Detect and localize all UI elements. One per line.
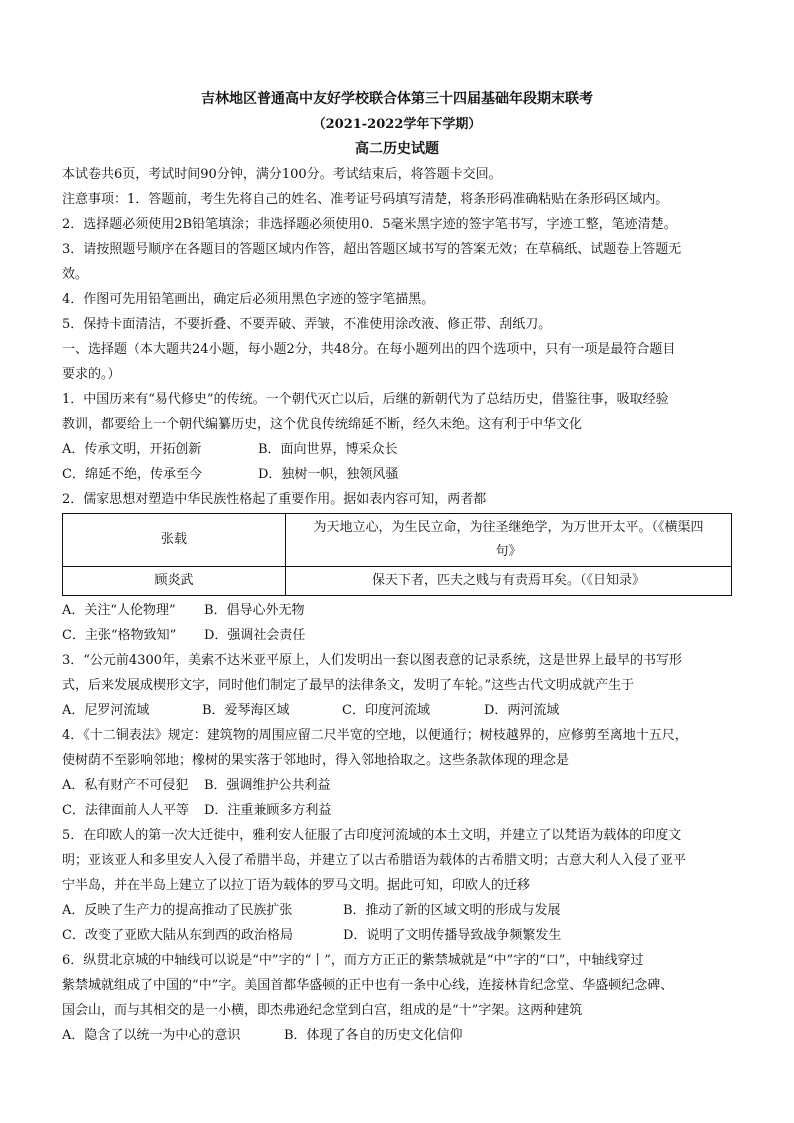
q1-option-b: B．面向世界，博采众长 [258,442,398,457]
q4-option-b: B．强调维护公共利益 [204,778,331,793]
note-2: 2．选择题必须使用2B铅笔填涂；非选择题必须使用0．5毫米黑字迹的签字笔书写，字迹工整，笔迹清楚。 [62,217,677,232]
q6-option-b: B．体现了各自的历史文化信仰 [284,1028,463,1043]
exam-title: 吉林地区普通高中友好学校联合体第三十四届基础年段期末联考 [201,91,593,107]
q4-option-a: A．私有财产不可侵犯 [62,778,189,793]
table-row [63,567,732,596]
q1-stem: 1．中国历来有“易代修史”的传统。一个朝代灭亡以后，后继的新朝代为了总结历史，借鉴往事，吸取经验 [62,392,669,407]
q3-option-a: A．尼罗河流域 [62,703,150,718]
quote-line: 句》 [495,544,522,559]
q5-stem-cont: 宁半岛，并在半岛上建立了以拉丁语为载体的罗马文明。据此可知，印欧人的迁移 [62,878,531,893]
note-4: 4．作图可先用铅笔画出，确定后必须用黑色字迹的签字笔描黑。 [62,292,435,307]
q3-option-d: D．两河流域 [484,703,560,718]
q6-option-a: A．隐含了以统一为中心的意识 [62,1028,241,1043]
table-row [63,514,732,567]
q4-option-d: D．注重兼顾多方利益 [204,803,332,818]
q5-option-c: C．改变了亚欧大陆从东到西的政治格局 [62,928,293,943]
q3-options [62,698,734,723]
note-1: 注意事项：1．答题前，考生先将自己的姓名、准考证号码填写清楚，将条形码准确粘贴在条形码区域内。 [62,192,669,207]
q2-option-a: A．关注“人伦物理” [62,603,176,618]
exam-body [62,162,734,1048]
intro-line: 本试卷共6页，考试时间90分钟，满分100分。考试结束后，将答题卡交回。 [62,167,502,182]
note-5: 5．保持卡面清洁，不要折叠、不要弄破、弄皱，不准使用涂改液、修正带、刮纸刀。 [62,317,552,332]
q3-stem: 3．“公元前4300年，美索不达米亚平原上，人们发明出一套以图表意的记录系统，这是世界上最早的书写形 [62,653,683,668]
quote-text [286,514,732,567]
q4-stem: 4．《十二铜表法》规定：建筑物的周围应留二尺半宽的空地，以便通行；树枝越界的，应修剪至离地十五尺， [62,728,688,743]
quote-line: 为天地立心，为生民立命，为往圣继绝学，为万世开太平。（《横渠四 [313,520,704,535]
q4-stem-cont: 使树荫不至影响邻地；橡树的果实落于邻地时，得入邻地拾取之。这些条款体现的理念是 [62,753,570,768]
q3-option-b: B．爱琴海区域 [202,703,290,718]
q2-stem: 2．儒家思想对塑造中华民族性格起了重要作用。据如表内容可知，两者都 [62,492,487,507]
q2-option-d: D．强调社会责任 [204,628,306,643]
q4-option-c: C．法律面前人人平等 [62,803,189,818]
q4-options-row1 [62,773,734,798]
q2-options-row1 [62,598,734,623]
section-heading: 一、选择题（本大题共24小题，每小题2分，共48分。在每小题列出的四个选项中，只有一项是最符合题目 [62,342,676,357]
exam-subject: 高二历史试题 [355,141,439,157]
q5-options-row1 [62,898,734,923]
q5-option-a: A．反映了生产力的提高推动了民族扩张 [62,903,293,918]
q1-options-row1 [62,437,734,462]
exam-term: （2021-2022学年下学期） [312,117,482,132]
q1-option-c: C．绵延不绝，传承至今 [62,467,202,482]
q5-option-d: D．说明了文明传播导致战争频繁发生 [343,928,562,943]
section-heading-cont: 要求的。） [62,367,121,382]
q4-options-row2 [62,798,734,823]
q6-stem-cont: 紫禁城就组成了中国的“中”字。美国首都华盛顿的正中也有一条中心线，连接林肯纪念堂、华盛顿纪念碑、 [62,978,674,993]
q5-options-row2 [62,923,734,948]
q5-stem-cont: 明；亚该亚人和多里安人入侵了希腊半岛，并建立了以古希腊语为载体的古希腊文明；古意大利人入侵了亚平 [62,853,687,868]
q2-option-b: B．倡导心外无物 [204,603,305,618]
note-3-cont: 效。 [62,267,89,282]
q3-option-c: C．印度河流域 [342,703,430,718]
q3-stem-cont: 式，后来发展成楔形文字，同时他们制定了最早的法律条文，发明了车轮。”这些古代文明成就产生于 [62,678,635,693]
q2-options-row2 [62,623,734,648]
note-3: 3．请按照题号顺序在各题目的答题区域内作答，超出答题区域书写的答案无效；在草稿纸、试题卷上答题无 [62,242,682,257]
quote-author: 张载 [63,514,286,567]
q6-options-row1 [62,1023,734,1048]
q1-option-a: A．传承文明，开拓创新 [62,442,202,457]
quote-text: 保天下者，匹夫之贱与有责焉耳矣。（《日知录》 [286,567,732,596]
q6-stem: 6．纵贯北京城的中轴线可以说是“中”字的“丨”，而方方正正的紫禁城就是“中”字的“口”，中轴线穿过 [62,953,644,968]
q5-option-b: B．推动了新的区域文明的形成与发展 [343,903,561,918]
q2-option-c: C．主张“格物致知” [62,628,177,643]
q5-stem: 5．在印欧人的第一次大迁徙中，雅利安人征服了古印度河流域的本土文明，并建立了以梵语为载体的印度文 [62,828,682,843]
q6-stem-cont: 国会山，而与其相交的是一小横，即杰弗逊纪念堂到白宫，组成的是“十”字架。这两种建筑 [62,1003,583,1018]
q1-option-d: D．独树一帜，独领风骚 [258,467,399,482]
q2-quote-table [62,513,732,596]
q1-options-row2 [62,462,734,487]
q1-stem-cont: 教训，都要给上一个朝代编纂历史，这个优良传统绵延不断，经久未绝。这有利于中华文化 [62,417,583,432]
quote-author: 顾炎武 [63,567,286,596]
